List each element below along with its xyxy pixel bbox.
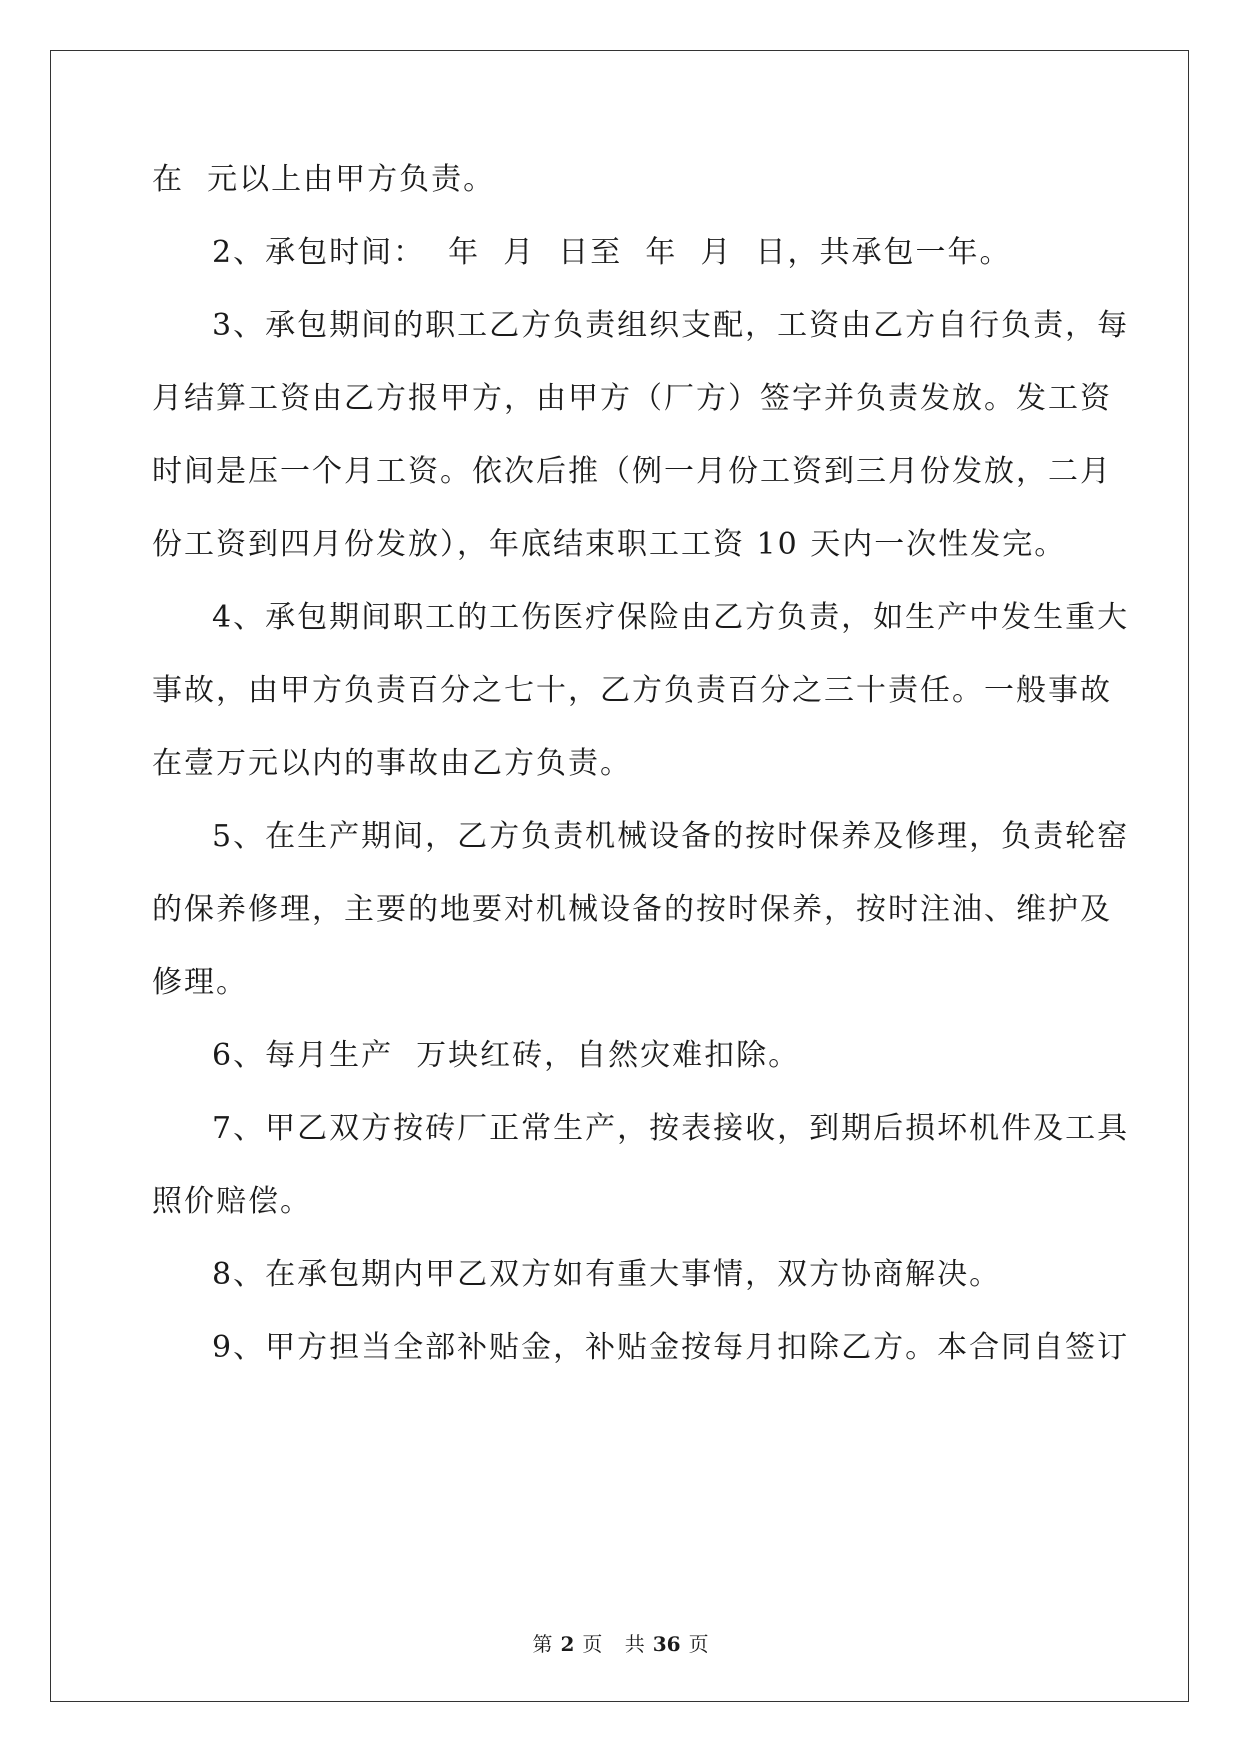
text-line: 4、承包期间职工的工伤医疗保险由乙方负责，如生产中发生重大 — [212, 600, 1130, 635]
total-suffix: 页 — [688, 1632, 709, 1656]
text-line: 7、甲乙双方按砖厂正常生产，按表接收，到期后损坏机件及工具 — [212, 1111, 1130, 1146]
page-suffix: 页 — [582, 1632, 603, 1656]
text-line: 份工资到四月份发放），年底结束职工工资 10 天内一次性发完。 — [152, 527, 1067, 562]
text-line: 在壹万元以内的事故由乙方负责。 — [152, 746, 632, 781]
text-line: 照价赔偿。 — [152, 1184, 312, 1219]
text-line: 在 元以上由甲方负责。 — [152, 162, 496, 197]
text-line: 8、在承包期内甲乙双方如有重大事情，双方协商解决。 — [212, 1257, 1002, 1292]
text-line: 3、承包期间的职工乙方负责组织支配，工资由乙方自行负责，每 — [212, 308, 1130, 343]
total-pages-indicator — [621, 1632, 713, 1656]
text-line: 时间是压一个月工资。依次后推（例一月份工资到三月份发放，二月 — [152, 454, 1112, 489]
text-line: 2、承包时间： 年 月 日至 年 月 日，共承包一年。 — [212, 235, 1012, 270]
text-line: 修理。 — [152, 965, 248, 1000]
page-prefix: 第 — [532, 1632, 553, 1656]
page-indicator — [528, 1632, 606, 1656]
text-line: 9、甲方担当全部补贴金，补贴金按每月扣除乙方。本合同自签订 — [212, 1330, 1130, 1365]
text-line: 的保养修理，主要的地要对机械设备的按时保养，按时注油、维护及 — [152, 892, 1112, 927]
page-footer — [0, 1628, 1241, 1657]
text-line: 6、每月生产 万块红砖，自然灾难扣除。 — [212, 1038, 801, 1073]
page-border — [50, 50, 1189, 1702]
page-number: 2 — [560, 1632, 575, 1656]
total-prefix: 共 — [624, 1632, 645, 1656]
total-pages: 36 — [652, 1632, 681, 1656]
text-line: 5、在生产期间，乙方负责机械设备的按时保养及修理，负责轮窑 — [212, 819, 1130, 854]
text-line: 事故，由甲方负责百分之七十，乙方负责百分之三十责任。一般事故 — [152, 673, 1112, 708]
text-line: 月结算工资由乙方报甲方，由甲方（厂方）签字并负责发放。发工资 — [152, 381, 1112, 416]
